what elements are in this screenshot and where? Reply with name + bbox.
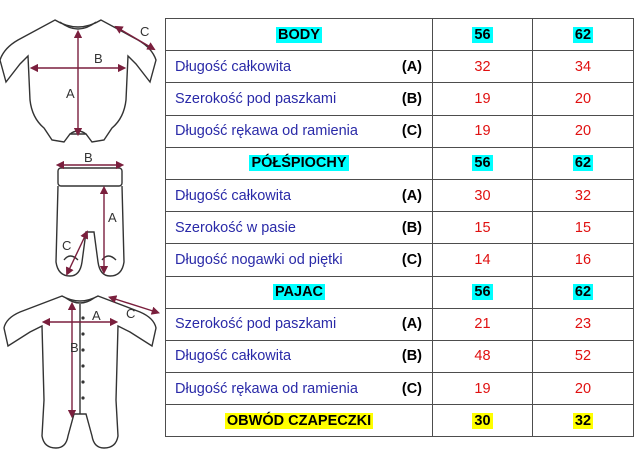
- section-header-hat-circumference: [166, 405, 634, 437]
- pajac-measure-lines: [46, 298, 156, 414]
- polspiochy-label-c: C: [62, 238, 72, 253]
- polspiochy-label-a: A: [108, 210, 117, 225]
- table-row: [166, 340, 634, 372]
- size-header: 56: [474, 284, 491, 301]
- measure-label: Długość całkowita: [175, 58, 292, 75]
- measure-label: Szerokość w pasie: [175, 219, 296, 236]
- measure-label: Szerokość pod paszkami: [175, 316, 337, 333]
- size-table: [165, 18, 634, 437]
- body-measure-lines: [34, 28, 152, 132]
- measure-value: 48: [433, 340, 533, 372]
- measure-code: (A): [401, 187, 422, 204]
- measure-code: (C): [401, 123, 422, 140]
- measure-value: 30: [433, 179, 533, 211]
- section-header-polspiochy: [166, 147, 634, 179]
- pajac-label-c: C: [126, 306, 136, 321]
- table-row: [166, 83, 634, 115]
- measure-code: (C): [401, 380, 422, 397]
- measure-value: 20: [533, 373, 634, 405]
- measure-value: 19: [433, 373, 533, 405]
- measure-value: 21: [433, 308, 533, 340]
- measure-value: 20: [533, 83, 634, 115]
- measure-code: (B): [401, 348, 422, 365]
- measure-label: Długość nogawki od piętki: [175, 251, 343, 268]
- measure-label: Szerokość pod paszkami: [175, 90, 337, 107]
- table-row: [166, 51, 634, 83]
- section-header-body: [166, 19, 634, 51]
- measure-code: (B): [401, 90, 422, 107]
- measure-code: (A): [401, 58, 422, 75]
- table-row: [166, 179, 634, 211]
- body-label-b: B: [94, 51, 103, 66]
- measure-label: Długość rękawa od ramienia: [175, 380, 358, 397]
- measure-value: 14: [433, 244, 533, 276]
- measure-value: 20: [533, 115, 634, 147]
- size-header: 62: [574, 284, 592, 301]
- measure-value: 32: [433, 51, 533, 83]
- body-label-a: A: [66, 86, 75, 101]
- section-header-pajac: [166, 276, 634, 308]
- size-header: 62: [574, 26, 592, 43]
- section-title: PAJAC: [274, 284, 324, 301]
- table-row: [166, 373, 634, 405]
- measure-code: (C): [401, 251, 422, 268]
- polspiochy-label-b: B: [84, 150, 93, 165]
- measure-label: Długość rękawa od ramienia: [175, 123, 358, 140]
- measure-value: 34: [533, 51, 634, 83]
- measure-value: 16: [533, 244, 634, 276]
- hat-title: OBWÓD CZAPECZKI: [226, 412, 372, 429]
- size-header: 56: [474, 155, 491, 172]
- measure-label: Długość całkowita: [175, 348, 292, 365]
- measure-value: 52: [533, 340, 634, 372]
- body-label-c: C: [140, 24, 150, 39]
- size-header: 56: [474, 26, 491, 43]
- size-header: 62: [574, 155, 592, 172]
- table-row: [166, 308, 634, 340]
- hat-value: 32: [574, 412, 592, 429]
- section-title: BODY: [278, 26, 320, 43]
- measure-value: 23: [533, 308, 634, 340]
- measure-value: 32: [533, 179, 634, 211]
- garment-illustrations: [0, 0, 160, 467]
- pajac-label-a: A: [92, 308, 101, 323]
- section-title: PÓŁŚPIOCHY: [251, 155, 347, 172]
- measure-value: 19: [433, 115, 533, 147]
- measure-code: (A): [401, 316, 422, 333]
- measure-value: 19: [433, 83, 533, 115]
- table-row: [166, 115, 634, 147]
- pajac-label-b: B: [70, 340, 79, 355]
- measure-code: (B): [401, 219, 422, 236]
- pajac-buttons: [81, 316, 84, 399]
- hat-value: 30: [474, 412, 491, 429]
- measure-value: 15: [533, 212, 634, 244]
- measure-label: Długość całkowita: [175, 187, 292, 204]
- table-row: [166, 244, 634, 276]
- table-row: [166, 212, 634, 244]
- measure-value: 15: [433, 212, 533, 244]
